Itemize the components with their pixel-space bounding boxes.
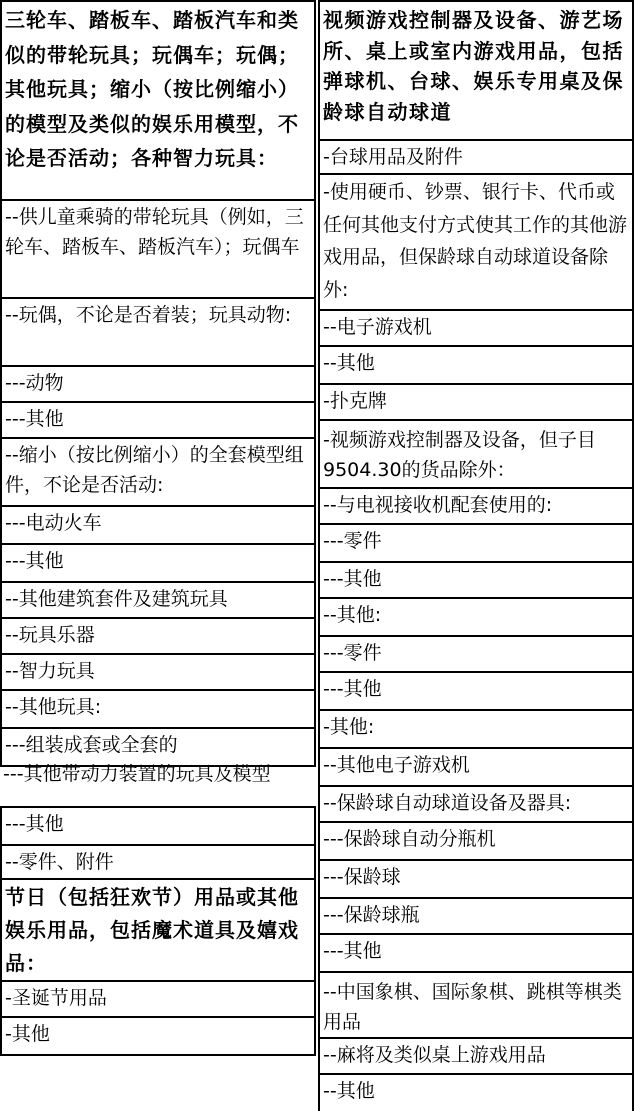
table-row: ---零件: [318, 635, 634, 673]
table-row: -使用硬币、钞票、银行卡、代币或任何其他支付方式使其工作的其他游戏用品，但保龄球自动球道设备除外:: [318, 173, 634, 311]
table-row: ---其他: [318, 933, 634, 973]
table-row: -其他: [0, 1016, 316, 1056]
table-row: -台球用品及附件: [318, 139, 634, 175]
table-row: --玩偶，不论是否着装；玩具动物:: [0, 297, 316, 367]
table-row: --其他电子游戏机: [318, 747, 634, 787]
table-row: --供儿童乘骑的带轮玩具（例如，三轮车、踏板车、踏板汽车）；玩偶车: [0, 199, 316, 299]
table-row: --其他:: [318, 597, 634, 637]
table-row: ---保龄球: [318, 859, 634, 899]
table-row: --其他建筑套件及建筑玩具: [0, 581, 316, 619]
table-row-clipped: ---其他带动力装置的玩具及模型: [3, 763, 271, 785]
table-row: ---其他: [0, 401, 316, 439]
table-row: --中国象棋、国际象棋、跳棋等棋类用品: [318, 971, 634, 1039]
heading-9504: 视频游戏控制器及设备、游艺场所、桌上或室内游戏用品，包括弹球机、台球、娱乐专用桌及保龄球自动球道: [318, 0, 634, 141]
table-row: --智力玩具: [0, 653, 316, 691]
table-row: --保龄球自动球道设备及器具:: [318, 785, 634, 823]
table-row: --零件、附件: [0, 844, 316, 880]
table-row: -其他:: [318, 709, 634, 749]
table-row: ---动物: [0, 365, 316, 403]
table-row: ---其他: [318, 671, 634, 711]
table-row: -视频游戏控制器及设备，但子目9504.30的货品除外：: [318, 419, 634, 489]
table-row: ---电动火车: [0, 505, 316, 545]
table-row: ---其他: [318, 561, 634, 599]
table-row: --电子游戏机: [318, 309, 634, 347]
table-row: --缩小（按比例缩小）的全套模型组件，不论是否活动:: [0, 437, 316, 507]
table-row: --与电视接收机配套使用的:: [318, 487, 634, 525]
table-row: --其他: [318, 1073, 634, 1111]
table-row: --玩具乐器: [0, 617, 316, 655]
table-row: ---保龄球瓶: [318, 897, 634, 935]
table-row: -扑克牌: [318, 383, 634, 421]
table-row: --其他: [318, 345, 634, 385]
heading-9505: 节日（包括狂欢节）用品或其他娱乐用品，包括魔术道具及嬉戏品：: [0, 878, 316, 982]
table-row: ---零件: [318, 523, 634, 563]
table-row: ---其他: [0, 806, 316, 846]
table-row: --麻将及类似桌上游戏用品: [318, 1037, 634, 1075]
heading-9503: 三轮车、踏板车、踏板汽车和类似的带轮玩具；玩偶车；玩偶；其他玩具；缩小（按比例缩小）的模型及类似的娱乐用模型，不论是否活动；各种智力玩具：: [0, 0, 316, 201]
table-row: -圣诞节用品: [0, 980, 316, 1018]
table-row: --其他玩具:: [0, 689, 316, 729]
table-row: ---其他: [0, 543, 316, 583]
table-row: ---保龄球自动分瓶机: [318, 821, 634, 861]
table-row: ---组装成套或全套的: [0, 727, 316, 767]
